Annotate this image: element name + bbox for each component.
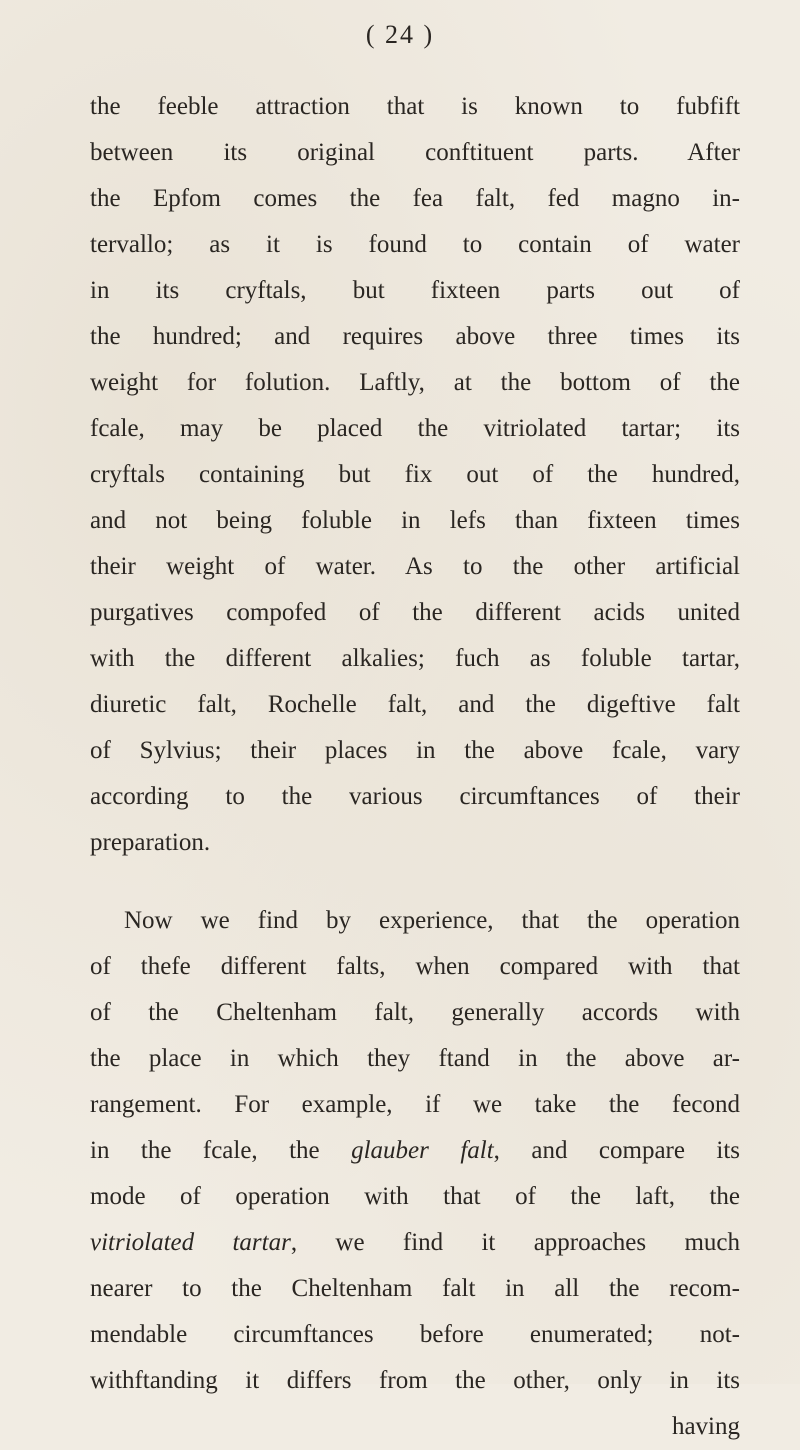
- italic-phrase: glauber falt: [351, 1137, 494, 1164]
- text-run: their weight of water. As to the other artificial: [90, 553, 740, 580]
- text-line: [90, 1174, 740, 1220]
- text-run: withftanding it differs from the other, only in its: [90, 1367, 740, 1394]
- page-number: ( 24 ): [365, 20, 435, 49]
- text-line: [90, 544, 740, 590]
- text-run: the feeble attraction that is known to fubfift: [90, 93, 740, 120]
- text-run: the Epfom comes the fea falt, fed magno in-: [90, 185, 740, 212]
- text-run: mode of operation with that of the laft, the: [90, 1183, 740, 1210]
- text-line: [90, 1266, 740, 1312]
- text-run: cryftals containing but fix out of the hundred,: [90, 461, 740, 488]
- text-line: [90, 820, 740, 866]
- text-line: [90, 728, 740, 774]
- text-run: of the Cheltenham falt, generally accords with: [90, 999, 740, 1026]
- text-run: weight for folution. Laftly, at the bottom of the: [90, 369, 740, 396]
- text-run: mendable circumftances before enumerated; not-: [90, 1321, 740, 1348]
- text-run: Now we find by experience, that the operation: [124, 907, 740, 934]
- text-run: and not being foluble in lefs than fixteen times: [90, 507, 740, 534]
- text-run: purgatives compofed of the different acids united: [90, 599, 740, 626]
- text-line: [90, 682, 740, 728]
- text-run: the hundred; and requires above three times its: [90, 323, 740, 350]
- text-run: diuretic falt, Rochelle falt, and the digeftive falt: [90, 691, 740, 718]
- text-line: [90, 130, 740, 176]
- text-run: in the fcale, the: [90, 1137, 352, 1164]
- text-run: with the different alkalies; fuch as foluble tartar,: [90, 645, 740, 672]
- text-line: [90, 1358, 740, 1404]
- text-run: according to the various circumftances of their: [90, 783, 740, 810]
- text-line: [90, 268, 740, 314]
- text-run: tervallo; as it is found to contain of water: [90, 231, 740, 258]
- text-run: rangement. For example, if we take the fecond: [90, 1091, 740, 1118]
- text-line: [90, 84, 740, 130]
- italic-phrase: vitriolated tartar: [90, 1229, 291, 1256]
- text-line: [90, 314, 740, 360]
- text-line: [90, 176, 740, 222]
- text-line: [90, 1220, 740, 1266]
- text-run: in its cryftals, but fixteen parts out of: [90, 277, 740, 304]
- text-run: , we find it approaches much: [290, 1229, 740, 1256]
- text-line: [90, 636, 740, 682]
- text-line: [90, 1128, 740, 1174]
- text-line: [90, 452, 740, 498]
- text-line: [90, 774, 740, 820]
- text-line: [90, 1082, 740, 1128]
- text-line: [90, 1312, 740, 1358]
- text-line: [90, 898, 740, 944]
- text-run: fcale, may be placed the vitriolated tartar; its: [90, 415, 740, 442]
- text-line: [90, 990, 740, 1036]
- text-line: [90, 406, 740, 452]
- text-run: the place in which they ftand in the above ar-: [90, 1045, 740, 1072]
- text-run: nearer to the Cheltenham falt in all the recom-: [90, 1275, 740, 1302]
- catchword: having: [671, 1413, 740, 1440]
- text-line: [90, 1036, 740, 1082]
- text-run: preparation.: [90, 829, 211, 856]
- text-line: [90, 590, 740, 636]
- text-run: of Sylvius; their places in the above fcale, vary: [90, 737, 740, 764]
- body-text: [90, 84, 740, 1450]
- text-line: [90, 944, 740, 990]
- text-run: , and compare its: [493, 1137, 741, 1164]
- text-line: [90, 360, 740, 406]
- paragraph-gap: [90, 866, 740, 898]
- text-line: [90, 498, 740, 544]
- text-line: [90, 222, 740, 268]
- text-run: of thefe different falts, when compared with that: [90, 953, 740, 980]
- text-run: between its original conftituent parts. After: [90, 139, 740, 166]
